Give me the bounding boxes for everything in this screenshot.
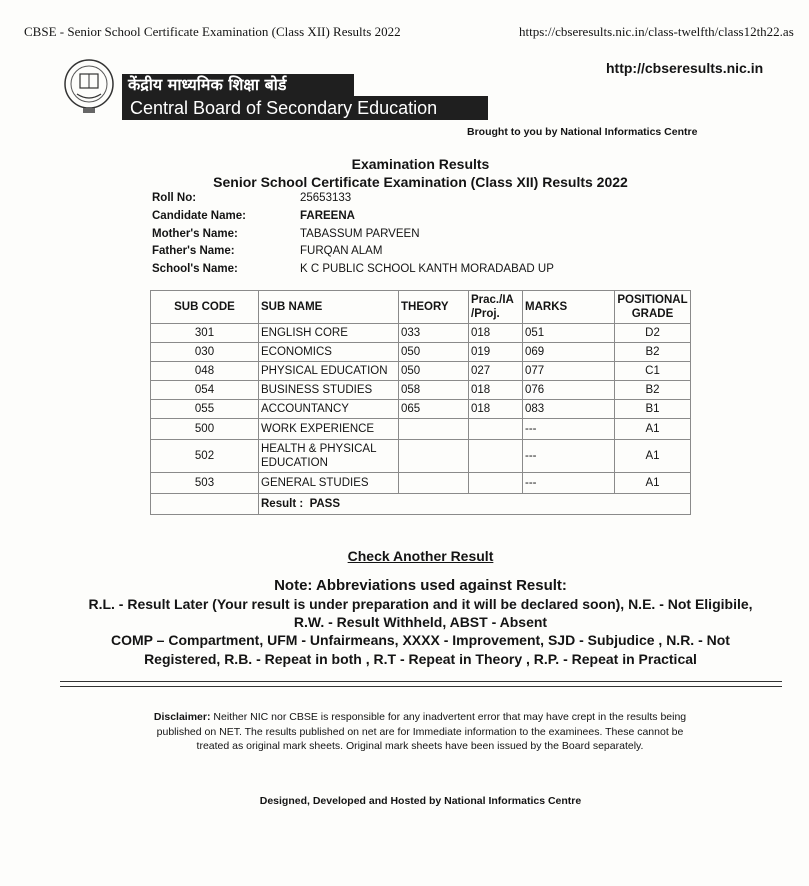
result-label: Result :	[261, 498, 304, 510]
table-row	[151, 324, 691, 343]
marks-table	[150, 290, 691, 515]
school-name-value: K C PUBLIC SCHOOL KANTH MORADABAD UP	[300, 263, 554, 275]
results-heading: Examination Results	[351, 156, 490, 172]
prac-cell	[469, 473, 523, 494]
table-row	[151, 473, 691, 494]
table-header-row	[151, 291, 691, 324]
marks-header: MARKS	[523, 291, 615, 324]
sub-name-cell: HEALTH & PHYSICAL EDUCATION	[259, 440, 399, 473]
result-row	[151, 494, 691, 515]
divider	[60, 686, 782, 687]
disclaimer	[150, 710, 690, 754]
marks-cell: ---	[523, 440, 615, 473]
theory-cell: 058	[399, 381, 469, 400]
mother-name-label: Mother's Name:	[152, 228, 238, 240]
abbreviation-line: R.W. - Result Withheld, ABST - Absent	[293, 614, 548, 630]
school-name-label: School's Name:	[152, 263, 238, 275]
grade-cell: A1	[615, 473, 691, 494]
sub-code-cell: 054	[151, 381, 259, 400]
brought-by-line: Brought to you by National Informatics Centre	[467, 126, 698, 138]
cbse-emblem-icon	[63, 58, 115, 116]
prac-cell	[469, 440, 523, 473]
divider	[60, 681, 782, 682]
board-hindi-name: केंद्रीय माध्यमिक शिक्षा बोर्ड	[122, 74, 354, 96]
abbreviation-line: R.L. - Result Later (Your result is under preparation and it will be declared soon), N.E. - Not Eligibile,	[88, 596, 753, 612]
sub-name-cell: ENGLISH CORE	[259, 324, 399, 343]
board-english-name: Central Board of Secondary Education	[122, 96, 488, 120]
candidate-name-value: FAREENA	[300, 210, 355, 222]
prac-cell: 018	[469, 400, 523, 419]
grade-cell: A1	[615, 419, 691, 440]
exam-heading: Senior School Certificate Examination (Class XII) Results 2022	[213, 174, 628, 190]
grade-header	[615, 291, 691, 324]
disclaimer-label: Disclaimer:	[153, 711, 211, 723]
grade-cell: A1	[615, 440, 691, 473]
marks-cell: 069	[523, 343, 615, 362]
candidate-name-label: Candidate Name:	[152, 210, 246, 222]
sub-code-header: SUB CODE	[151, 291, 259, 324]
prac-cell	[469, 419, 523, 440]
marks-cell: 083	[523, 400, 615, 419]
sub-code-cell: 055	[151, 400, 259, 419]
table-row	[151, 440, 691, 473]
grade-cell: B2	[615, 381, 691, 400]
result-value: PASS	[309, 498, 341, 510]
sub-name-cell: BUSINESS STUDIES	[259, 381, 399, 400]
marks-cell: ---	[523, 419, 615, 440]
sub-name-cell: GENERAL STUDIES	[259, 473, 399, 494]
table-row	[151, 419, 691, 440]
marks-cell: ---	[523, 473, 615, 494]
print-header-title: CBSE - Senior School Certificate Examination (Class XII) Results 2022	[24, 24, 401, 39]
theory-cell: 050	[399, 343, 469, 362]
grade-cell: C1	[615, 362, 691, 381]
sub-name-cell: WORK EXPERIENCE	[259, 419, 399, 440]
note-title: Note: Abbreviations used against Result:	[274, 577, 567, 594]
prac-header-line2: /Proj.	[471, 308, 500, 320]
sub-code-cell: 301	[151, 324, 259, 343]
sub-code-cell: 502	[151, 440, 259, 473]
prac-header-line1: Prac./IA	[471, 294, 514, 306]
prac-cell: 019	[469, 343, 523, 362]
theory-cell	[399, 473, 469, 494]
grade-cell: D2	[615, 324, 691, 343]
abbreviation-line: COMP – Compartment, UFM - Unfairmeans, XXXX - Improvement, SJD - Subjudice , N.R. - Not	[111, 632, 730, 648]
theory-cell: 065	[399, 400, 469, 419]
disclaimer-text: Neither NIC nor CBSE is responsible for any inadvertent error that may have crept in the results being published on NET. The results published on net are for Immediate information to the examinees. These cannot be treated as original mark sheets. Original mark sheets have been issued by the Board separately.	[156, 711, 687, 752]
check-another-result-link[interactable]: Check Another Result	[347, 548, 494, 564]
prac-cell: 018	[469, 324, 523, 343]
grade-header-line2: GRADE	[631, 308, 674, 320]
sub-name-cell: ACCOUNTANCY	[259, 400, 399, 419]
abbreviation-line: Registered, R.B. - Repeat in both , R.T - Repeat in Theory , R.P. - Repeat in Practical	[144, 651, 697, 667]
result-cell	[259, 494, 691, 515]
theory-cell	[399, 440, 469, 473]
sub-code-cell: 503	[151, 473, 259, 494]
grade-cell: B1	[615, 400, 691, 419]
sub-name-cell: PHYSICAL EDUCATION	[259, 362, 399, 381]
theory-cell: 033	[399, 324, 469, 343]
sub-code-cell: 030	[151, 343, 259, 362]
prac-header	[469, 291, 523, 324]
sub-name-header: SUB NAME	[259, 291, 399, 324]
theory-cell: 050	[399, 362, 469, 381]
table-row	[151, 400, 691, 419]
table-row	[151, 381, 691, 400]
sub-code-cell: 500	[151, 419, 259, 440]
prac-cell: 027	[469, 362, 523, 381]
table-row	[151, 362, 691, 381]
table-row	[151, 343, 691, 362]
theory-cell	[399, 419, 469, 440]
roll-no-label: Roll No:	[152, 192, 197, 204]
roll-no-value: 25653133	[300, 192, 352, 204]
grade-cell: B2	[615, 343, 691, 362]
sub-code-cell: 048	[151, 362, 259, 381]
site-url-link[interactable]: http://cbseresults.nic.in	[606, 60, 764, 76]
marks-cell: 051	[523, 324, 615, 343]
footer-credit: Designed, Developed and Hosted by National Informatics Centre	[259, 795, 582, 807]
print-header-url: https://cbseresults.nic.in/class-twelfth/class12th22.as	[519, 24, 794, 39]
theory-header: THEORY	[399, 291, 469, 324]
prac-cell: 018	[469, 381, 523, 400]
father-name-label: Father's Name:	[152, 245, 235, 257]
grade-header-line1: POSITIONAL	[617, 294, 688, 306]
sub-name-cell: ECONOMICS	[259, 343, 399, 362]
mother-name-value: TABASSUM PARVEEN	[300, 228, 420, 240]
marks-cell: 076	[523, 381, 615, 400]
marks-cell: 077	[523, 362, 615, 381]
father-name-value: FURQAN ALAM	[300, 245, 383, 257]
